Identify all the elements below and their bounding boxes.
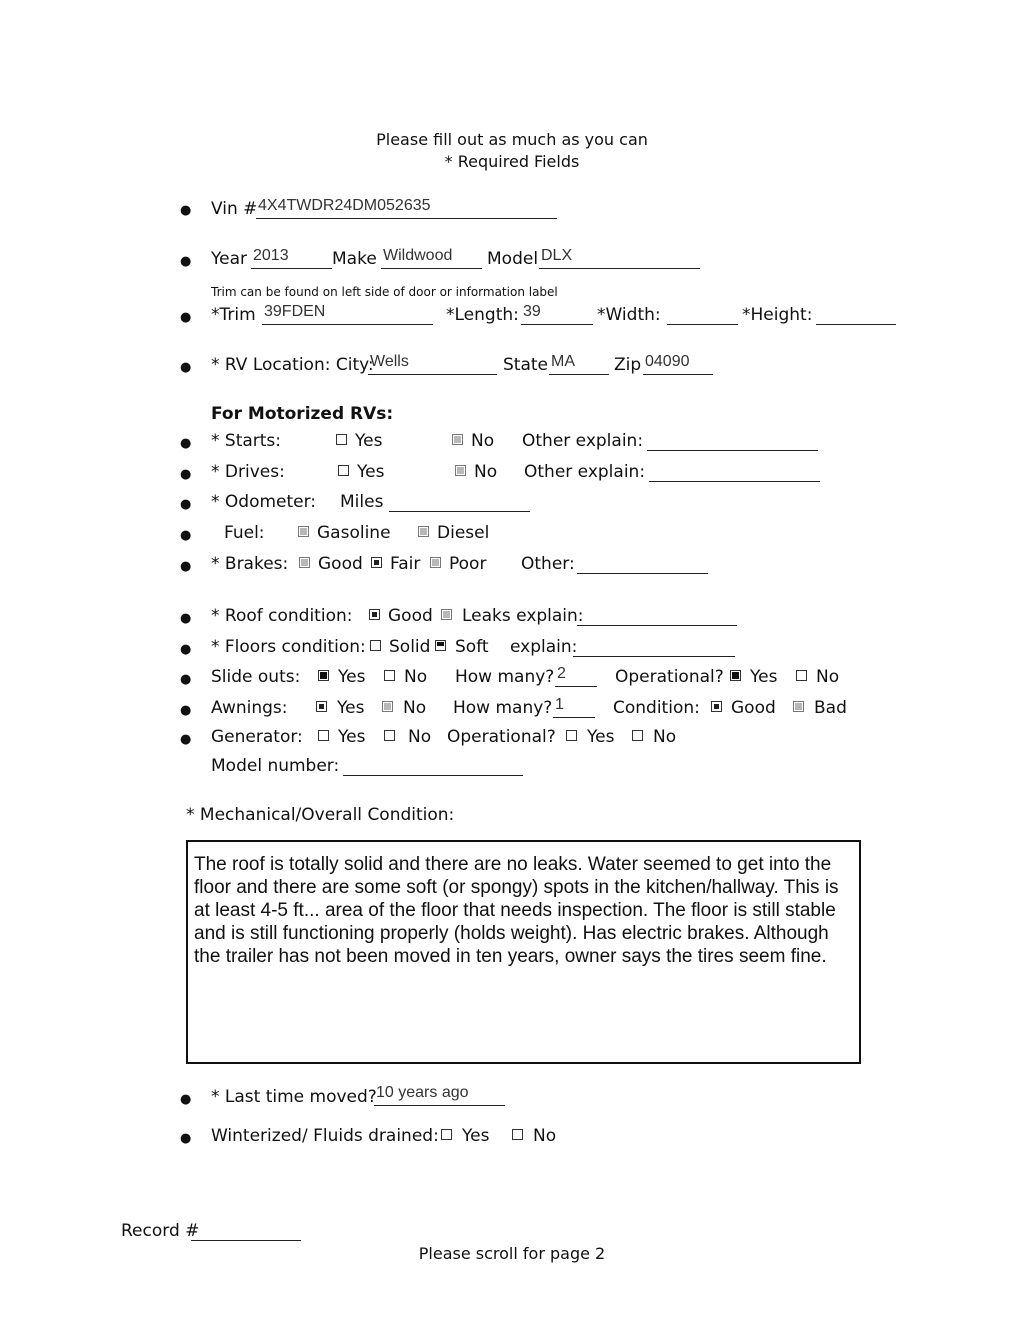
vin-field[interactable]: 4X4TWDR24DM052635 [256,197,557,219]
roof-good-label: Good [388,606,433,626]
motorized-heading: For Motorized RVs: [211,404,394,424]
brakes-other-label: Other: [521,554,575,574]
brakes-good-checkbox[interactable] [299,557,310,568]
starts-label: * Starts: [211,431,282,451]
generator-label: Generator: [211,727,303,747]
model-label: Model [487,249,539,269]
city-field[interactable]: Wells [368,353,497,375]
bullet: ● [180,360,192,375]
generator-yes-checkbox[interactable] [318,730,329,741]
trim-field[interactable]: 39FDEN [262,303,433,325]
slide-outs-how-many-field[interactable]: 2 [555,665,597,687]
slide-outs-no-label: No [404,667,428,687]
miles-field[interactable] [389,490,530,512]
starts-other-label: Other explain: [522,431,644,451]
starts-other-field[interactable] [647,429,818,451]
required-fields-note: * Required Fields [444,152,580,171]
bullet: ● [180,497,192,512]
brakes-label: * Brakes: [211,554,289,574]
awnings-condition-label: Condition: [613,698,700,718]
miles-label: Miles [340,492,384,512]
floors-explain-field[interactable] [573,635,735,657]
awnings-no-label: No [403,698,427,718]
location-label: * RV Location: City: [211,355,374,375]
generator-yes-label: Yes [338,727,366,747]
floors-soft-label: Soft [455,637,489,657]
floors-solid-label: Solid [389,637,431,657]
roof-good-checkbox[interactable] [369,609,380,620]
slide-outs-operational-no-label: No [816,667,840,687]
generator-operational-label: Operational? [447,727,556,747]
bullet: ● [180,310,192,325]
diesel-label: Diesel [437,523,490,543]
model-field[interactable]: DLX [539,247,700,269]
starts-yes-checkbox[interactable] [336,434,347,445]
year-field[interactable]: 2013 [251,247,332,269]
awnings-no-checkbox[interactable] [382,701,393,712]
make-field[interactable]: Wildwood [381,247,482,269]
starts-yes-label: Yes [355,431,383,451]
floors-explain-label: explain: [510,637,578,657]
drives-yes-label: Yes [357,462,385,482]
bullet: ● [180,203,192,218]
generator-no-label: No [408,727,432,747]
slide-outs-how-many-label: How many? [455,667,555,687]
slide-outs-operational-label: Operational? [615,667,724,687]
year-label: Year [211,249,247,269]
slide-outs-operational-yes-label: Yes [750,667,778,687]
drives-no-checkbox[interactable] [455,465,466,476]
generator-operational-yes-label: Yes [587,727,615,747]
trim-note: Trim can be found on left side of door or information label [211,285,558,299]
floors-solid-checkbox[interactable] [370,640,381,651]
make-label: Make [332,249,377,269]
roof-leaks-checkbox[interactable] [441,609,452,620]
slide-outs-yes-label: Yes [338,667,366,687]
last-moved-field[interactable]: 10 years ago [374,1084,505,1106]
awnings-bad-label: Bad [814,698,847,718]
mechanical-label: * Mechanical/Overall Condition: [186,805,455,825]
slide-outs-yes-checkbox[interactable] [318,670,329,681]
drives-other-label: Other explain: [524,462,646,482]
mechanical-condition-textbox[interactable]: The roof is totally solid and there are no leaks. Water seemed to get into the floor and there are some soft (or spongy) spots in the kitchen/hallway. This is at least 4-5 ft... area of the floor that needs inspection. The floor is still stable and is still functioning properly (holds weight). Has electric brakes. Although the trailer has not been moved in ten years, owner says the tires seem fine. [186,840,861,1064]
floors-soft-checkbox[interactable] [435,640,446,651]
roof-leaks-label: Leaks explain: [462,606,584,626]
last-moved-label: * Last time moved? [211,1087,377,1107]
fuel-label: Fuel: [224,523,265,543]
slide-outs-label: Slide outs: [211,667,301,687]
generator-model-label: Model number: [211,756,340,776]
vin-label: Vin # [211,199,258,219]
slide-outs-operational-yes-checkbox[interactable] [730,670,741,681]
bullet: ● [180,254,192,269]
bullet: ● [180,559,192,574]
slide-outs-operational-no-checkbox[interactable] [796,670,807,681]
zip-field[interactable]: 04090 [643,353,713,375]
trim-label: *Trim [211,305,256,325]
awnings-how-many-field[interactable]: 1 [553,696,595,718]
awnings-label: Awnings: [211,698,288,718]
bullet: ● [180,436,192,451]
awnings-good-label: Good [731,698,776,718]
height-label: *Height: [742,305,813,325]
odometer-label: * Odometer: [211,492,317,512]
floors-label: * Floors condition: [211,637,366,657]
width-field[interactable] [667,303,738,325]
brakes-other-field[interactable] [577,552,708,574]
state-label: State [503,355,548,375]
winterized-no-checkbox[interactable] [512,1129,523,1140]
generator-no-checkbox[interactable] [384,730,395,741]
generator-operational-no-checkbox[interactable] [632,730,643,741]
winterized-yes-label: Yes [462,1126,490,1146]
gasoline-label: Gasoline [317,523,391,543]
bullet: ● [180,1131,192,1146]
awnings-good-checkbox[interactable] [711,701,722,712]
generator-operational-yes-checkbox[interactable] [566,730,577,741]
awnings-how-many-label: How many? [453,698,553,718]
brakes-poor-label: Poor [449,554,487,574]
awnings-yes-label: Yes [337,698,365,718]
form-instructions: Please fill out as much as you can [376,130,648,149]
drives-no-label: No [474,462,498,482]
starts-no-label: No [471,431,495,451]
awnings-bad-checkbox[interactable] [793,701,804,712]
bullet: ● [180,467,192,482]
bullet: ● [180,611,192,626]
state-field[interactable]: MA [549,353,609,375]
gasoline-checkbox[interactable] [298,526,309,537]
winterized-yes-checkbox[interactable] [441,1129,452,1140]
brakes-poor-checkbox[interactable] [430,557,441,568]
bullet: ● [180,1092,192,1107]
drives-other-field[interactable] [649,460,820,482]
roof-explain-field[interactable] [577,604,737,626]
generator-model-field[interactable] [343,754,523,776]
drives-label: * Drives: [211,462,285,482]
roof-label: * Roof condition: [211,606,353,626]
length-field[interactable]: 39 [521,303,593,325]
bullet: ● [180,672,192,687]
footer-note: Please scroll for page 2 [418,1244,606,1263]
diesel-checkbox[interactable] [418,526,429,537]
record-field[interactable] [191,1219,301,1241]
awnings-yes-checkbox[interactable] [316,701,327,712]
height-field[interactable] [816,303,896,325]
brakes-fair-checkbox[interactable] [371,557,382,568]
drives-yes-checkbox[interactable] [338,465,349,476]
zip-label: Zip [614,355,642,375]
bullet: ● [180,642,192,657]
bullet: ● [180,732,192,747]
record-label: Record # [121,1221,200,1241]
brakes-good-label: Good [318,554,363,574]
bullet: ● [180,703,192,718]
brakes-fair-label: Fair [390,554,421,574]
winterized-label: Winterized/ Fluids drained: [211,1126,439,1146]
winterized-no-label: No [533,1126,557,1146]
generator-operational-no-label: No [653,727,677,747]
slide-outs-no-checkbox[interactable] [384,670,395,681]
bullet: ● [180,528,192,543]
length-label: *Length: [446,305,519,325]
starts-no-checkbox[interactable] [452,434,463,445]
width-label: *Width: [597,305,661,325]
